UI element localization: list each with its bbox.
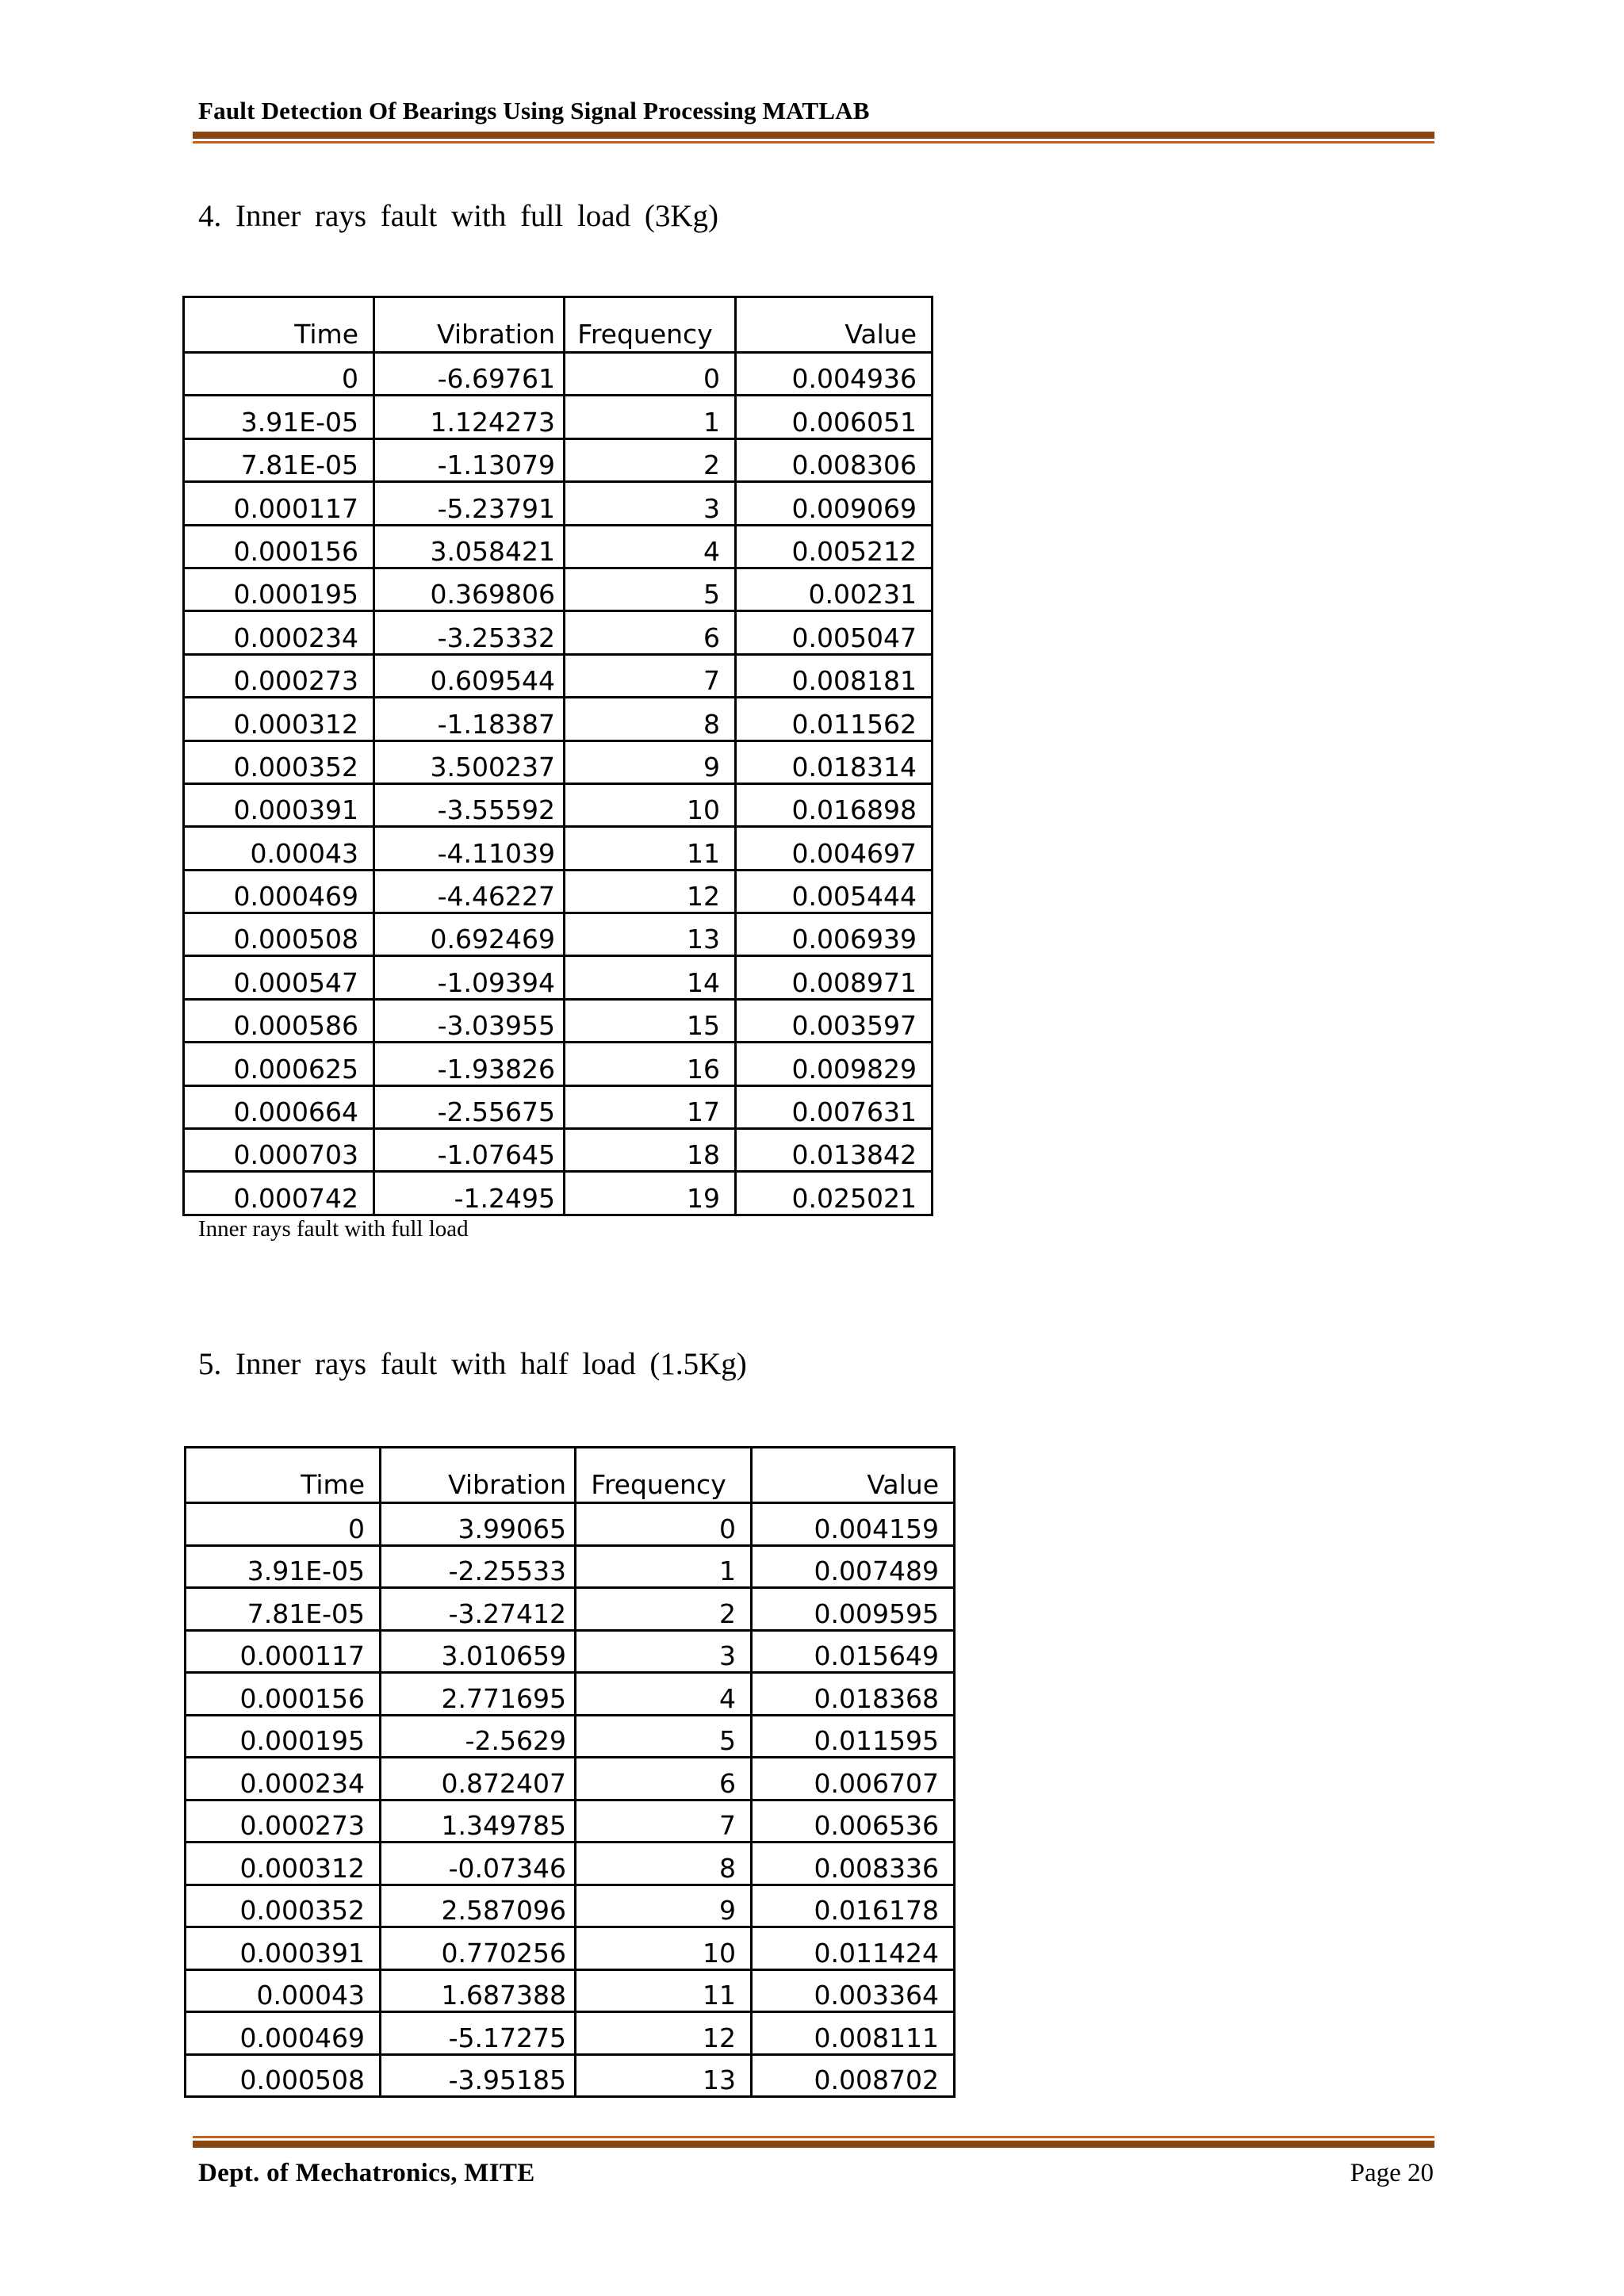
table-cell-value: 0.008306 xyxy=(736,438,933,481)
table-cell-vibration: -1.18387 xyxy=(374,698,565,740)
table-header-row xyxy=(186,1448,955,1503)
table-cell-vibration: -3.25332 xyxy=(374,611,565,654)
table-cell-vibration: -6.69761 xyxy=(374,353,565,396)
table-cell-vibration: 1.687388 xyxy=(381,1969,576,2012)
table-cell-value: 0.004159 xyxy=(752,1503,955,1546)
table-cell-vibration: -1.2495 xyxy=(374,1172,565,1215)
table-cell-vibration: -3.27412 xyxy=(381,1588,576,1631)
table-cell-vibration: 3.99065 xyxy=(381,1503,576,1546)
table-cell-time: 0.000273 xyxy=(186,1800,381,1843)
table-cell-value: 0.003364 xyxy=(752,1969,955,2012)
table-cell-value: 0.015649 xyxy=(752,1630,955,1673)
table-cell-value: 0.005047 xyxy=(736,611,933,654)
table-inner-rays-half-load xyxy=(184,1446,956,2098)
table-cell-frequency: 1 xyxy=(576,1545,752,1588)
table-cell-value: 0.011424 xyxy=(752,1927,955,1970)
table-cell-value: 0.018314 xyxy=(736,740,933,783)
table-row xyxy=(184,698,933,740)
table-cell-value: 0.018368 xyxy=(752,1673,955,1716)
table-cell-time: 0.000547 xyxy=(184,956,374,999)
table-cell-frequency: 6 xyxy=(576,1758,752,1800)
table-cell-vibration: -2.25533 xyxy=(381,1545,576,1588)
table-cell-value: 0.005444 xyxy=(736,870,933,913)
table-cell-vibration: 2.771695 xyxy=(381,1673,576,1716)
table-cell-vibration: 0.770256 xyxy=(381,1927,576,1970)
table-cell-time: 0.000273 xyxy=(184,654,374,697)
table-inner-rays-full-load xyxy=(182,296,933,1216)
table-cell-vibration: 1.124273 xyxy=(374,396,565,438)
table-cell-frequency: 13 xyxy=(565,913,736,956)
column-header-frequency: Frequency xyxy=(576,1448,752,1503)
table-row xyxy=(186,1843,955,1885)
table-row xyxy=(186,1503,955,1546)
table-cell-vibration: -0.07346 xyxy=(381,1843,576,1885)
table-cell-value: 0.016898 xyxy=(736,783,933,826)
table-cell-vibration: 0.609544 xyxy=(374,654,565,697)
column-header-value: Value xyxy=(752,1448,955,1503)
table-cell-value: 0.008702 xyxy=(752,2054,955,2097)
table-cell-frequency: 4 xyxy=(565,525,736,568)
table-row xyxy=(186,1630,955,1673)
table-cell-time: 0.000352 xyxy=(184,740,374,783)
table-cell-value: 0.004697 xyxy=(736,827,933,870)
table-cell-frequency: 3 xyxy=(565,482,736,525)
table-cell-vibration: 1.349785 xyxy=(381,1800,576,1843)
section-4-heading: 4. Inner rays fault with full load (3Kg) xyxy=(198,199,719,233)
table-cell-vibration: -1.93826 xyxy=(374,1043,565,1085)
table-cell-time: 0.000117 xyxy=(186,1630,381,1673)
table-row xyxy=(186,1588,955,1631)
table-row xyxy=(186,2054,955,2097)
table-cell-frequency: 10 xyxy=(565,783,736,826)
table-cell-vibration: -3.03955 xyxy=(374,999,565,1042)
table-cell-value: 0.006536 xyxy=(752,1800,955,1843)
column-header-time: Time xyxy=(184,297,374,353)
table-row xyxy=(186,1800,955,1843)
table-cell-value: 0.011562 xyxy=(736,698,933,740)
table-row xyxy=(184,1085,933,1128)
table-row xyxy=(184,438,933,481)
page-header-title: Fault Detection Of Bearings Using Signal Processing MATLAB xyxy=(198,97,870,124)
table-row xyxy=(186,1885,955,1927)
table-cell-time: 0.000664 xyxy=(184,1085,374,1128)
table-cell-time: 0.000312 xyxy=(184,698,374,740)
table-cell-frequency: 1 xyxy=(565,396,736,438)
table-row xyxy=(184,827,933,870)
table-cell-time: 3.91E-05 xyxy=(184,396,374,438)
table-cell-value: 0.007489 xyxy=(752,1545,955,1588)
table-cell-time: 0.000469 xyxy=(186,2012,381,2055)
table-cell-time: 0.000469 xyxy=(184,870,374,913)
table-cell-vibration: 0.692469 xyxy=(374,913,565,956)
table-cell-value: 0.009595 xyxy=(752,1588,955,1631)
table-cell-frequency: 19 xyxy=(565,1172,736,1215)
table-cell-vibration: 3.500237 xyxy=(374,740,565,783)
table-cell-frequency: 9 xyxy=(576,1885,752,1927)
table-cell-time: 0.000625 xyxy=(184,1043,374,1085)
table-cell-frequency: 17 xyxy=(565,1085,736,1128)
header-rule xyxy=(193,132,1434,144)
table-row xyxy=(184,611,933,654)
table-cell-frequency: 16 xyxy=(565,1043,736,1085)
table-cell-value: 0.007631 xyxy=(736,1085,933,1128)
table-cell-value: 0.011595 xyxy=(752,1715,955,1758)
table-row xyxy=(184,913,933,956)
table-cell-time: 0 xyxy=(184,353,374,396)
table-cell-time: 0.00043 xyxy=(186,1969,381,2012)
column-header-time: Time xyxy=(186,1448,381,1503)
table-cell-frequency: 9 xyxy=(565,740,736,783)
table-cell-vibration: -1.09394 xyxy=(374,956,565,999)
table-cell-value: 0.009069 xyxy=(736,482,933,525)
table-row xyxy=(184,396,933,438)
table-cell-frequency: 2 xyxy=(576,1588,752,1631)
table-cell-value: 0.016178 xyxy=(752,1885,955,1927)
table-cell-time: 0.000234 xyxy=(186,1758,381,1800)
table-cell-frequency: 15 xyxy=(565,999,736,1042)
table-cell-time: 0.000156 xyxy=(186,1673,381,1716)
table-cell-time: 0.000352 xyxy=(186,1885,381,1927)
table-cell-value: 0.005212 xyxy=(736,525,933,568)
table-cell-vibration: -1.07645 xyxy=(374,1129,565,1172)
table-cell-vibration: 2.587096 xyxy=(381,1885,576,1927)
table-cell-value: 0.008971 xyxy=(736,956,933,999)
table-row xyxy=(186,2012,955,2055)
table-cell-time: 3.91E-05 xyxy=(186,1545,381,1588)
table-row xyxy=(184,1043,933,1085)
table-cell-time: 0.000742 xyxy=(184,1172,374,1215)
table-row xyxy=(184,783,933,826)
table-row xyxy=(186,1758,955,1800)
table-cell-time: 0.000312 xyxy=(186,1843,381,1885)
table-cell-time: 0 xyxy=(186,1503,381,1546)
table-cell-vibration: -4.11039 xyxy=(374,827,565,870)
table-cell-value: 0.008181 xyxy=(736,654,933,697)
table-cell-frequency: 11 xyxy=(565,827,736,870)
table-cell-time: 0.000117 xyxy=(184,482,374,525)
table-row xyxy=(184,1172,933,1215)
table-cell-frequency: 7 xyxy=(576,1800,752,1843)
table-cell-frequency: 5 xyxy=(565,568,736,610)
table-cell-value: 0.008336 xyxy=(752,1843,955,1885)
table-cell-value: 0.006051 xyxy=(736,396,933,438)
table-cell-time: 0.00043 xyxy=(184,827,374,870)
table-cell-frequency: 8 xyxy=(576,1843,752,1885)
table-row xyxy=(186,1673,955,1716)
table-row xyxy=(184,568,933,610)
table-cell-value: 0.00231 xyxy=(736,568,933,610)
table-cell-time: 0.000156 xyxy=(184,525,374,568)
table-cell-frequency: 3 xyxy=(576,1630,752,1673)
table-caption: Inner rays fault with full load xyxy=(198,1216,469,1242)
table-row xyxy=(184,525,933,568)
table-cell-frequency: 13 xyxy=(576,2054,752,2097)
table-cell-vibration: -5.23791 xyxy=(374,482,565,525)
table-cell-frequency: 4 xyxy=(576,1673,752,1716)
table-cell-time: 0.000391 xyxy=(184,783,374,826)
footer-department: Dept. of Mechatronics, MITE xyxy=(198,2159,535,2187)
table-cell-vibration: -3.55592 xyxy=(374,783,565,826)
table-row xyxy=(186,1927,955,1970)
table-cell-value: 0.003597 xyxy=(736,999,933,1042)
footer-rule xyxy=(193,2136,1434,2148)
table-row xyxy=(184,956,933,999)
footer-page-number: Page 20 xyxy=(1350,2159,1434,2187)
table-row xyxy=(184,870,933,913)
table-cell-frequency: 8 xyxy=(565,698,736,740)
table-cell-time: 0.000195 xyxy=(186,1715,381,1758)
table-cell-vibration: 0.369806 xyxy=(374,568,565,610)
table-cell-vibration: 0.872407 xyxy=(381,1758,576,1800)
table-cell-time: 0.000508 xyxy=(184,913,374,956)
table-cell-frequency: 14 xyxy=(565,956,736,999)
table-cell-value: 0.008111 xyxy=(752,2012,955,2055)
section-5-heading: 5. Inner rays fault with half load (1.5Kg) xyxy=(198,1347,747,1381)
table-cell-vibration: 3.010659 xyxy=(381,1630,576,1673)
table-cell-value: 0.004936 xyxy=(736,353,933,396)
column-header-vibration: Vibration xyxy=(381,1448,576,1503)
table-cell-frequency: 12 xyxy=(576,2012,752,2055)
table-row xyxy=(184,353,933,396)
table-row xyxy=(184,1129,933,1172)
table-cell-time: 0.000586 xyxy=(184,999,374,1042)
table-cell-value: 0.025021 xyxy=(736,1172,933,1215)
table-cell-vibration: 3.058421 xyxy=(374,525,565,568)
column-header-frequency: Frequency xyxy=(565,297,736,353)
table-cell-vibration: -2.5629 xyxy=(381,1715,576,1758)
table-cell-time: 0.000234 xyxy=(184,611,374,654)
table-cell-frequency: 6 xyxy=(565,611,736,654)
table-cell-time: 0.000508 xyxy=(186,2054,381,2097)
table-cell-frequency: 0 xyxy=(576,1503,752,1546)
table-cell-frequency: 11 xyxy=(576,1969,752,2012)
table-cell-vibration: -2.55675 xyxy=(374,1085,565,1128)
table-header-row xyxy=(184,297,933,353)
table-cell-time: 7.81E-05 xyxy=(184,438,374,481)
table-cell-frequency: 5 xyxy=(576,1715,752,1758)
table-cell-time: 0.000703 xyxy=(184,1129,374,1172)
table-cell-vibration: -5.17275 xyxy=(381,2012,576,2055)
table-cell-frequency: 10 xyxy=(576,1927,752,1970)
table-cell-value: 0.009829 xyxy=(736,1043,933,1085)
column-header-vibration: Vibration xyxy=(374,297,565,353)
table-cell-value: 0.006939 xyxy=(736,913,933,956)
table-cell-value: 0.006707 xyxy=(752,1758,955,1800)
table-row xyxy=(184,999,933,1042)
table-cell-time: 7.81E-05 xyxy=(186,1588,381,1631)
table-row xyxy=(184,740,933,783)
table-cell-frequency: 7 xyxy=(565,654,736,697)
table-row xyxy=(184,654,933,697)
table-row xyxy=(186,1545,955,1588)
table-cell-vibration: -1.13079 xyxy=(374,438,565,481)
table-row xyxy=(186,1969,955,2012)
table-cell-frequency: 2 xyxy=(565,438,736,481)
table-cell-time: 0.000195 xyxy=(184,568,374,610)
table-row xyxy=(186,1715,955,1758)
table-cell-frequency: 18 xyxy=(565,1129,736,1172)
table-cell-vibration: -3.95185 xyxy=(381,2054,576,2097)
table-cell-time: 0.000391 xyxy=(186,1927,381,1970)
table-cell-frequency: 0 xyxy=(565,353,736,396)
table-cell-frequency: 12 xyxy=(565,870,736,913)
table-row xyxy=(184,482,933,525)
table-cell-value: 0.013842 xyxy=(736,1129,933,1172)
column-header-value: Value xyxy=(736,297,933,353)
table-cell-vibration: -4.46227 xyxy=(374,870,565,913)
